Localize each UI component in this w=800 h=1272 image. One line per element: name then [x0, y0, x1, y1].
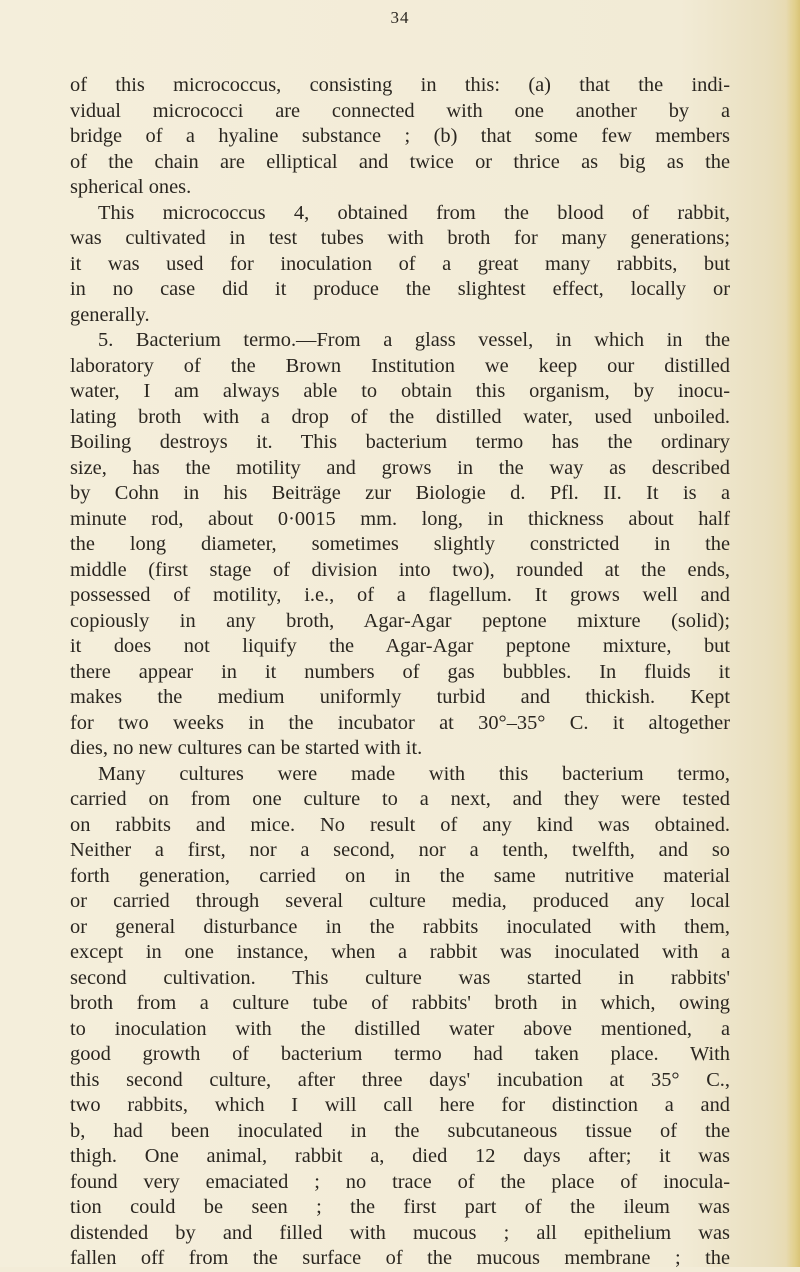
text-line: distended by and filled with mucous ; all epithelium was — [70, 1221, 730, 1244]
body-text — [70, 73, 730, 1272]
text-line: Boiling destroys it. This bacterium termo has the ordinary — [70, 431, 730, 453]
text-line: 5. Bacterium termo.—From a glass vessel, in which in the — [98, 329, 730, 351]
text-line: middle (first stage of division into two), rounded at the ends, — [70, 558, 730, 581]
text-line: b, had been inoculated in the subcutaneous tissue of the — [70, 1119, 730, 1142]
text-line: Neither a first, nor a second, nor a tenth, twelfth, and so — [70, 839, 730, 861]
text-line: forth generation, carried on in the same nutritive material — [70, 864, 730, 887]
text-line: copiously in any broth, Agar-Agar peptone mixture (solid); — [70, 609, 730, 632]
text-line: it does not liquify the Agar-Agar peptone mixture, but — [70, 635, 730, 657]
page-edge — [786, 0, 800, 1267]
text-line: water, I am always able to obtain this organism, by inocu- — [70, 380, 730, 402]
text-line: bridge of a hyaline substance ; (b) that some few members — [70, 125, 730, 147]
text-line: second cultivation. This culture was started in rabbits' — [70, 966, 730, 989]
text-line: This micrococcus 4, obtained from the blood of rabbit, — [98, 201, 730, 224]
text-line: Many cultures were made with this bacterium termo, — [98, 762, 730, 785]
text-line: tion could be seen ; the first part of the ileum was — [70, 1196, 730, 1218]
text-line: the long diameter, sometimes slightly constricted in the — [70, 533, 730, 555]
text-line: laboratory of the Brown Institution we keep our distilled — [70, 354, 730, 377]
text-line: carried on from one culture to a next, and they were tested — [70, 788, 730, 810]
text-line: fallen off from the surface of the mucous membrane ; the — [70, 1247, 730, 1269]
text-line: or general disturbance in the rabbits inoculated with them, — [70, 915, 730, 938]
text-line: good growth of bacterium termo had taken place. With — [70, 1043, 730, 1065]
text-line: of the chain are elliptical and twice or thrice as big as the — [70, 150, 730, 173]
text-line: there appear in it numbers of gas bubbles. In fluids it — [70, 660, 730, 683]
text-line: possessed of motility, i.e., of a flagellum. It grows well and — [70, 584, 730, 606]
text-line: generally. — [70, 303, 150, 326]
text-line: was cultivated in test tubes with broth for many generations; — [70, 227, 730, 249]
text-line: two rabbits, which I will call here for distinction a and — [70, 1094, 730, 1116]
text-line: found very emaciated ; no trace of the place of inocula- — [70, 1170, 730, 1193]
text-line: or carried through several culture media, produced any local — [70, 890, 730, 912]
text-line: except in one instance, when a rabbit was inoculated with a — [70, 941, 730, 963]
text-line: to inoculation with the distilled water above mentioned, a — [70, 1017, 730, 1040]
text-line: in no case did it produce the slightest effect, locally or — [70, 278, 730, 300]
text-line: broth from a culture tube of rabbits' broth in which, owing — [70, 992, 730, 1014]
text-line: size, has the motility and grows in the way as described — [70, 456, 730, 479]
text-line: of this micrococcus, consisting in this: (a) that the indi- — [70, 74, 730, 96]
text-line: for two weeks in the incubator at 30°–35° C. it altogether — [70, 711, 730, 734]
text-line: makes the medium uniformly turbid and thickish. Kept — [70, 686, 730, 708]
text-line: thigh. One animal, rabbit a, died 12 days after; it was — [70, 1145, 730, 1167]
text-line: minute rod, about 0·0015 mm. long, in thickness about half — [70, 507, 730, 530]
text-line: lating broth with a drop of the distilled water, used unboiled. — [70, 405, 730, 428]
text-line: dies, no new cultures can be started with it. — [70, 737, 423, 759]
text-line: this second culture, after three days' incubation at 35° C., — [70, 1068, 730, 1091]
text-line: by Cohn in his Beiträge zur Biologie d. Pfl. II. It is a — [70, 482, 730, 504]
text-line: it was used for inoculation of a great many rabbits, but — [70, 252, 730, 275]
page-number: 34 — [390, 8, 410, 27]
text-line: vidual micrococci are connected with one another by a — [70, 99, 730, 122]
text-line: on rabbits and mice. No result of any kind was obtained. — [70, 813, 730, 836]
text-line: spherical ones. — [70, 176, 192, 198]
